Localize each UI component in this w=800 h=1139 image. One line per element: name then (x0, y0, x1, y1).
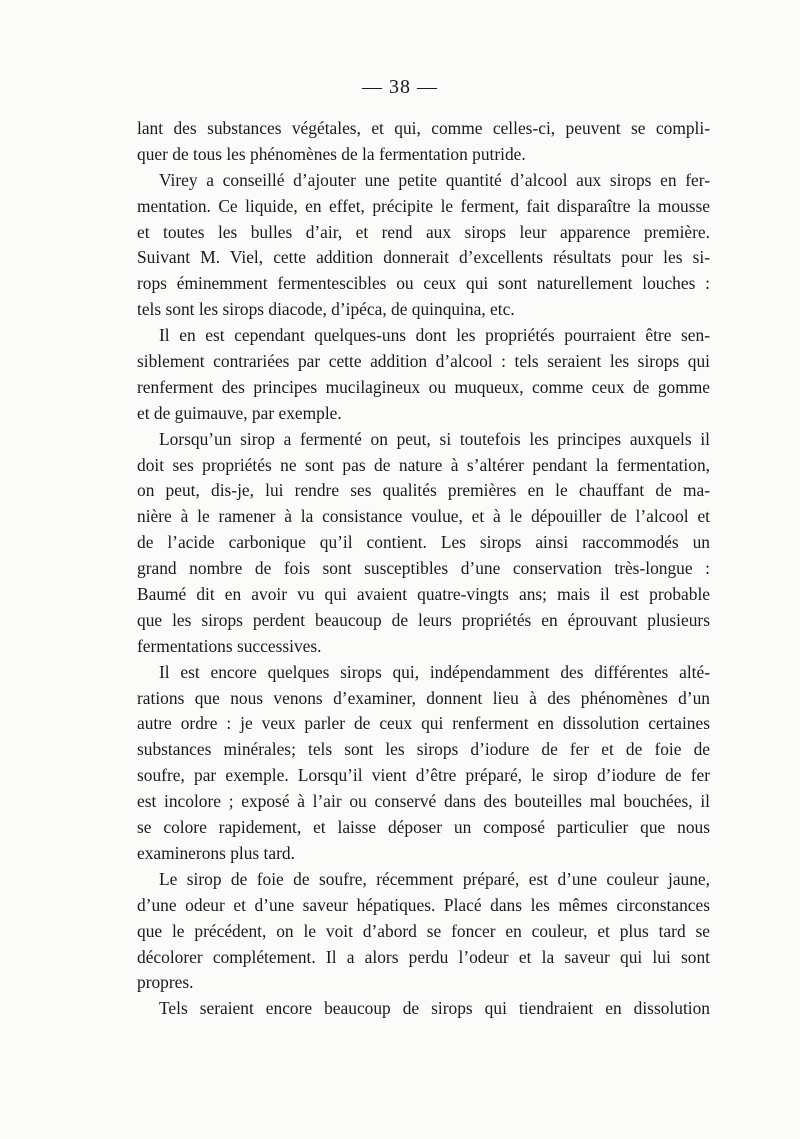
body-text (137, 116, 710, 1022)
text-line: Le sirop de foie de soufre, récemment préparé, est d’une couleur jaune, (159, 868, 710, 889)
text-line: décolorer complétement. Il a alors perdu l’odeur et la saveur qui lui sont (137, 946, 710, 967)
text-line: Virey a conseillé d’ajouter une petite quantité d’alcool aux sirops en fer- (159, 169, 710, 190)
text-line: lant des substances végétales, et qui, comme celles-ci, peuvent se compli- (137, 118, 710, 138)
text-line: et de guimauve, par exemple. (137, 402, 342, 423)
text-line: mentation. Ce liquide, en effet, précipite le ferment, fait disparaître la mousse (137, 195, 710, 216)
text-line: Suivant M. Viel, cette addition donnerait d’excellents résultats pour les si- (137, 247, 710, 268)
page-number: — 38 — (362, 76, 438, 98)
text-line: Il en est cependant quelques-uns dont les propriétés pourraient être sen- (159, 325, 710, 346)
text-line: Baumé dit en avoir vu qui avaient quatre-vingts ans; mais il est probable (137, 584, 710, 605)
text-line: Lorsqu’un sirop a fermenté on peut, si toutefois les principes auxquels il (159, 428, 710, 449)
text-line: est incolore ; exposé à l’air ou conservé dans des bouteilles mal bouchées, il (137, 791, 710, 812)
text-line: que le précédent, on le voit d’abord se foncer en couleur, et plus tard se (137, 920, 710, 941)
text-line: grand nombre de fois sont susceptibles d’une conservation très-longue : (137, 558, 710, 579)
text-line: et toutes les bulles d’air, et rend aux sirops leur apparence première. (137, 221, 710, 242)
text-line: renferment des principes mucilagineux ou muqueux, comme ceux de gomme (137, 376, 710, 397)
text-line: nière à le ramener à la consistance voulue, et à le dépouiller de l’alcool et (137, 506, 710, 527)
text-line: que les sirops perdent beaucoup de leurs propriétés en éprouvant plusieurs (137, 609, 710, 630)
text-line: propres. (137, 972, 194, 993)
text-line: Il est encore quelques sirops qui, indépendamment des différentes alté- (159, 661, 710, 682)
text-line: d’une odeur et d’une saveur hépatiques. Placé dans les mêmes circonstances (137, 894, 710, 915)
text-line: soufre, par exemple. Lorsqu’il vient d’être préparé, le sirop d’iodure de fer (137, 765, 710, 786)
text-line: Tels seraient encore beaucoup de sirops qui tiendraient en dissolution (159, 998, 710, 1019)
text-line: doit ses propriétés ne sont pas de nature à s’altérer pendant la fermentation, (137, 454, 710, 475)
text-line: on peut, dis-je, lui rendre ses qualités premières en le chauffant de ma- (137, 480, 710, 501)
text-line: rations que nous venons d’examiner, donnent lieu à des phénomènes d’un (137, 687, 710, 708)
text-line: siblement contrariées par cette addition d’alcool : tels seraient les sirops qui (137, 351, 710, 372)
text-line: autre ordre : je veux parler de ceux qui renferment en dissolution certaines (137, 713, 710, 734)
text-line: se colore rapidement, et laisse déposer un composé particulier que nous (137, 817, 710, 838)
text-line: rops éminemment fermentescibles ou ceux qui sont naturellement louches : (137, 273, 710, 294)
text-line: de l’acide carbonique qu’il contient. Les sirops ainsi raccommodés un (137, 532, 710, 553)
text-line: examinerons plus tard. (137, 842, 295, 863)
text-line: fermentations successives. (137, 635, 322, 656)
text-line: substances minérales; tels sont les sirops d’iodure de fer et de foie de (137, 739, 710, 760)
text-line: quer de tous les phénomènes de la fermentation putride. (137, 143, 526, 164)
text-line: tels sont les sirops diacode, d’ipéca, de quinquina, etc. (137, 299, 515, 320)
